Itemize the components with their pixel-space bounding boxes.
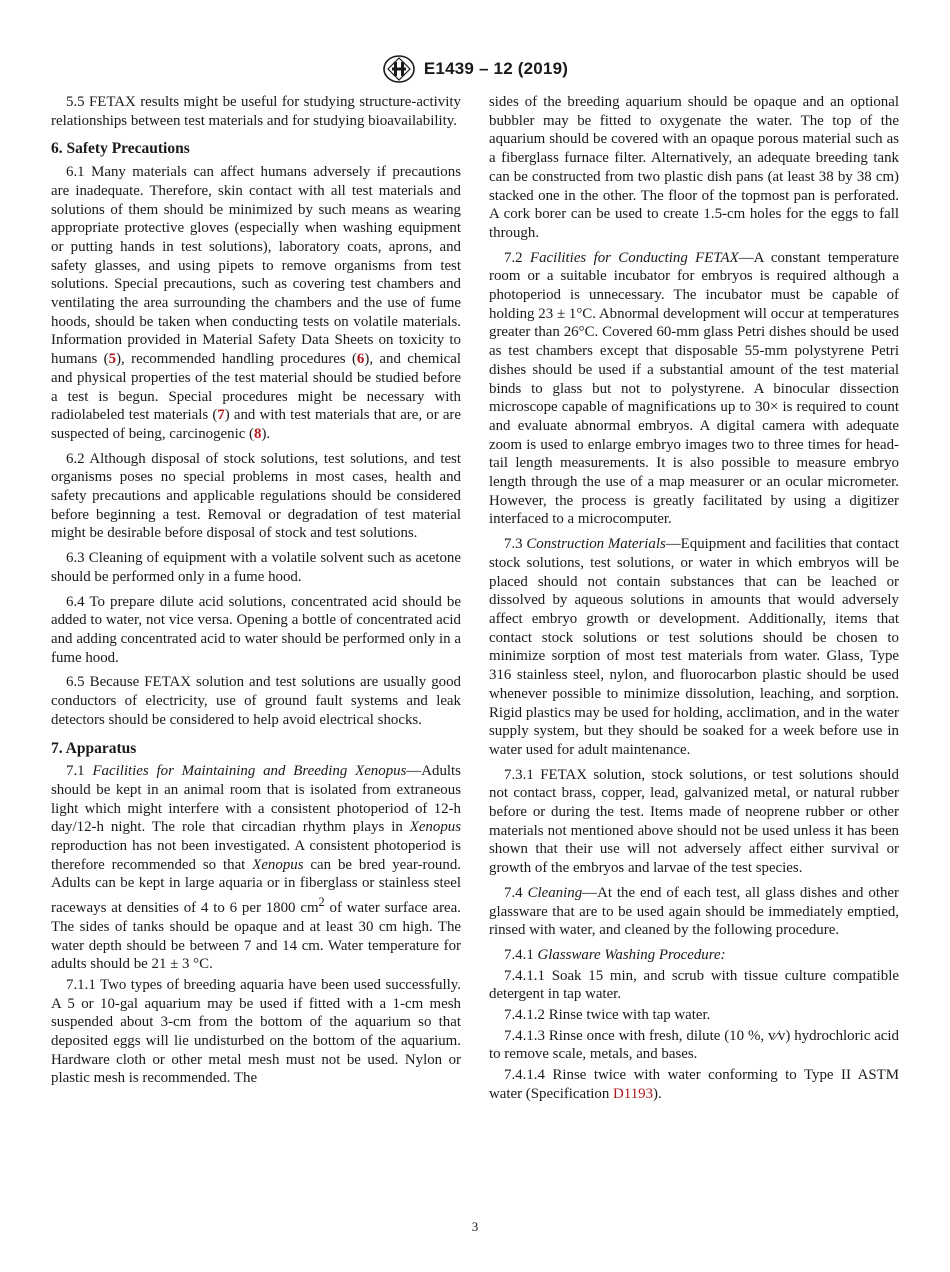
paragraph-7-4-1-3: 7.4.1.3 Rinse once with fresh, dilute (10 %, v⁄v) hydrochloric acid to remove scale, metals, and bases.	[489, 1027, 899, 1063]
paragraph-6-4: 6.4 To prepare dilute acid solutions, concentrated acid should be added to water, not vice versa. Opening a bottle of concentrated acid and adding concentrated acid to water should be performed only in a fume hood.	[51, 593, 461, 666]
paragraph-7-3-1: 7.3.1 FETAX solution, stock solutions, or test solutions should not contact brass, copper, lead, galvanized metal, or natural rubber before or during the test. Items made of neoprene rubber or other materials not mentioned above should not be used unless it has been shown that their use will not adversely affect either survival or growth of the embryos and larvae of the test species.	[489, 766, 899, 877]
paragraph-6-1: 6.1 Many materials can affect humans adversely if precautions are inadequate. Therefore, skin contact with all test materials and solutions of them should be minimized by such means as wearing appropriate protective gloves (especially when washing equipment or putting hands in test solutions), laboratory coats, aprons, and safety glasses, and using pipets to remove organisms from test solutions. Special precautions, such as covering test chambers and ventilating the area surrounding the chambers and the use of fume hoods, should be taken when conducting tests on volatile materials. Information provided in Material Safety Data Sheets on toxicity to humans (5), recommended handling procedures (6), and chemical and physical properties of the test material should be studied before a test is begun. Special procedures might be necessary with radiolabeled test materials (7) and with test materials that are, or are suspected of being, carcinogenic (8).	[51, 164, 461, 442]
paragraph-7-1-1-continued: sides of the breeding aquarium should be opaque and an optional bubbler may be fitted to oxygenate the water. The top of the aquarium should be covered with an opaque porous material such as a fiberglass furnace filter. Alternatively, an adequate breeding tank can be constructed from two plastic dish pans (at least 38 by 38 cm) stacked one in the other. The floor of the topmost pan is perforated. A cork borer can be used to create 1.5-cm holes for the eggs to fall through.	[489, 94, 899, 241]
reference-link[interactable]: 5	[108, 351, 117, 368]
paragraph-7-4-1-2: 7.4.1.2 Rinse twice with tap water.	[504, 1007, 711, 1024]
paragraph-7-4-1-1: 7.4.1.1 Soak 15 min, and scrub with tissue culture compatible detergent in tap water.	[489, 967, 899, 1003]
reference-link[interactable]: 8	[254, 425, 262, 442]
paragraph-7-4-1: 7.4.1 Glassware Washing Procedure:	[504, 946, 726, 963]
right-column	[489, 93, 899, 1106]
paragraph-5-5: 5.5 FETAX results might be useful for studying structure-activity relationships between test materials and for studying bioavailability.	[51, 94, 461, 129]
paragraph-6-5: 6.5 Because FETAX solution and test solutions are usually good conductors of electricity, use of ground fault systems and leak detectors should be considered to help avoid electrical shocks.	[51, 674, 461, 728]
reference-link[interactable]: 7	[217, 407, 225, 424]
left-column	[51, 93, 461, 1094]
paragraph-6-2: 6.2 Although disposal of stock solutions, test solutions, and test organisms poses no special problems in most cases, health and safety precautions and applicable regulations should be considered before beginning a test. Removal or degradation of test material might be desirable before disposal of stock and test solutions.	[51, 450, 461, 542]
paragraph-7-4: 7.4 Cleaning—At the end of each test, all glass dishes and other glassware that are to be used again should be immediately emptied, rinsed with water, and cleaned by the following procedure.	[489, 884, 899, 939]
section-heading-6: 6. Safety Precautions	[51, 140, 190, 158]
standard-designation: E1439 – 12 (2019)	[423, 59, 569, 78]
paragraph-7-2: 7.2 Facilities for Conducting FETAX—A constant temperature room or a suitable incubator for embryos is required although a photoperiod is unnecessary. The incubator must be capable of holding 23 ± 1°C. Abnormal development will occur at temperatures greater than 26°C. Covered 60-mm glass Petri dishes should be used as test chambers except that disposable 55-mm polystyrene Petri dishes should be used if a substantial amount of the test material binds to glass but not to polystyrene. A binocular dissection microscope capable of magnifications up to 30× is required to count and evaluate abnormal embryos. A digital camera with adequate zoom is used to enlarge embryo images two to three times for head-tail length measurements. It is also possible to measure embryo length through the use of a map measurer or an ocular micrometer. However, the process is greatly facilitated by using a digitizer interfaced to a microcomputer.	[489, 249, 899, 528]
paragraph-7-1: 7.1 Facilities for Maintaining and Breeding Xenopus—Adults should be kept in an animal room that is isolated from extraneous light which might interfere with a consistent photoperiod of 12-h day/12-h night. The role that circadian rhythm plays in Xenopus reproduction has not been investigated. A consistent photoperiod is therefore recommended so that Xenopus can be bred year-round. Adults can be kept in large aquaria or in fiberglass or stainless steel raceways at densities of 4 to 6 per 1800 $cm^2$ of water surface area. The sides of tanks should be opaque and at least 30 cm high. The water depth should be between 7 and 14 cm. Water temperature for adults should be 21 ± 3 °C.	[51, 763, 461, 973]
specification-link[interactable]: D1193	[613, 1085, 654, 1102]
paragraph-7-4-1-4: 7.4.1.4 Rinse twice with water conforming to Type II ASTM water (Specification D1193).	[489, 1067, 899, 1102]
paragraph-7-3: 7.3 Construction Materials—Equipment and facilities that contact stock solutions, test solutions, or water in which embryos will be placed should not contain substances that can be leached or dissolved by aqueous solutions in amounts that would adversely affect embryo growth or development. Additionally, items that contact stock solutions or test solutions should be chosen to minimize sorption of most test materials from water. Glass, Type 316 stainless steel, nylon, and fluorocarbon plastic should be used whenever possible to minimize dissolution, leaching, and sorption. Rigid plastics may be used for holding, acclimation, and in the water supply system, but they should be soaked for a week before use in water used for adult maintenance.	[489, 536, 899, 758]
paragraph-6-3: 6.3 Cleaning of equipment with a volatile solvent such as acetone should be performed only in a fume hood.	[51, 550, 461, 585]
section-heading-7: 7. Apparatus	[51, 739, 137, 757]
paragraph-7-1-1: 7.1.1 Two types of breeding aquaria have been used successfully. A 5 or 10-gal aquarium may be used if fitted with a 1-cm mesh suspended about 3-cm from the bottom of the aquarium so that deposited eggs will lie undisturbed on the bottom of the aquarium. Hardware cloth or other metal mesh must not be used. Nylon or plastic mesh is recommended. The	[51, 976, 461, 1087]
astm-logo-icon	[382, 54, 416, 84]
reference-link[interactable]: 6	[356, 351, 365, 368]
page-number: 3	[471, 1219, 479, 1234]
page-header	[0, 52, 950, 86]
